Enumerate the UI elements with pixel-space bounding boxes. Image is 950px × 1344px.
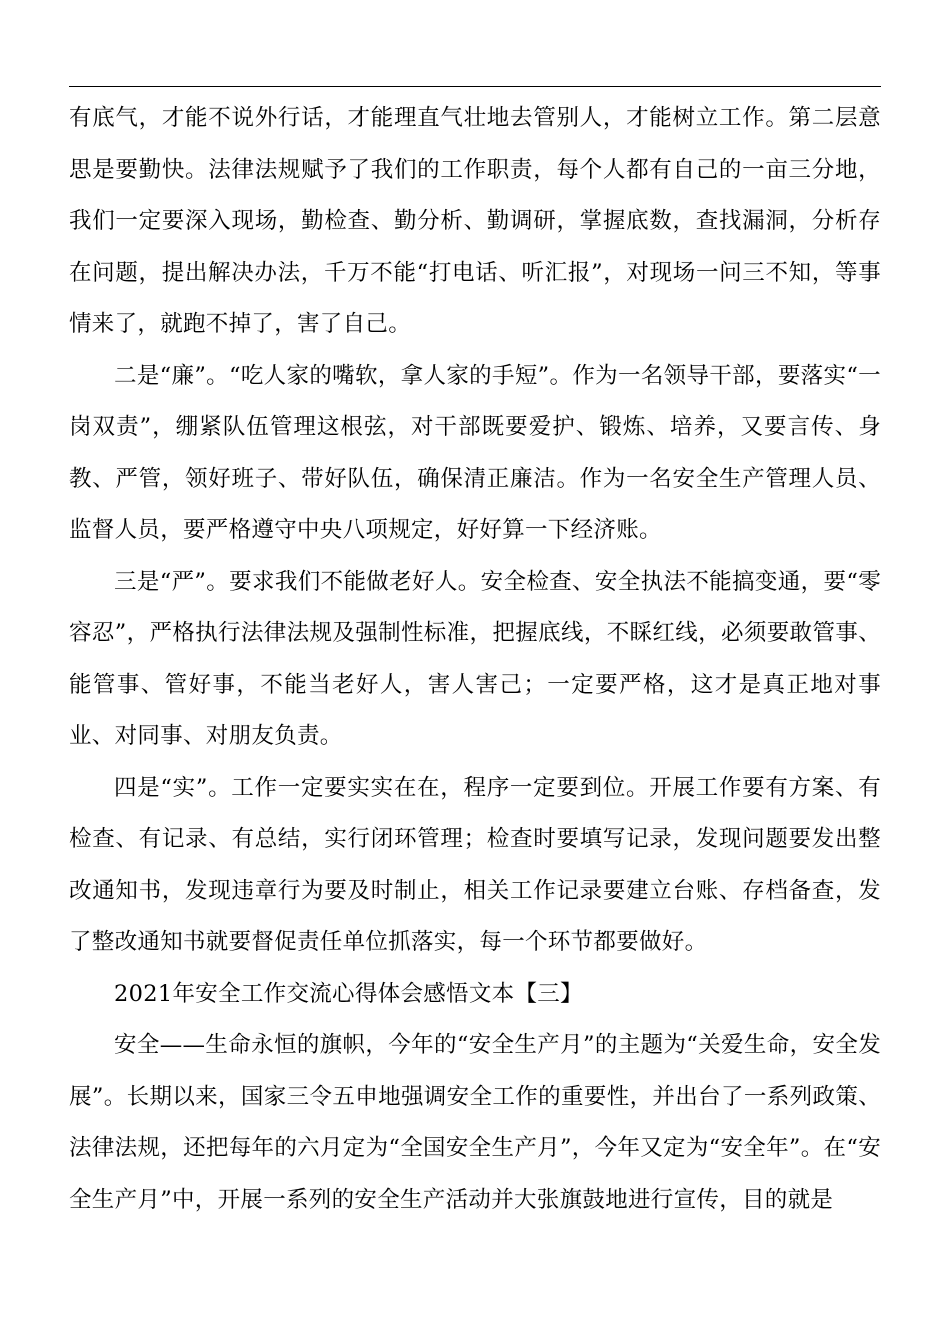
document-page: [69, 86, 881, 1226]
paragraph-3: 三是“严”。要求我们不能做老好人。安全检查、安全执法不能搞变通，要“零容忍”，严格执行法律法规及强制性标准，把握底线，不睬红线，必须要敢管事、能管事、管好事，不能当老好人，害人害己；一定要严格，这才是真正地对事业、对同事、对朋友负责。: [69, 568, 881, 749]
paragraph-2: 二是“廉”。“吃人家的嘴软，拿人家的手短”。作为一名领导干部，要落实“一岗双责”，绷紧队伍管理这根弦，对干部既要爱护、锻炼、培养，又要言传、身教、严管，领好班子、带好队伍，确保清正廉洁。作为一名安全生产管理人员、监督人员，要严格遵守中央八项规定，好好算一下经济账。: [69, 362, 881, 543]
header-rule: [69, 86, 881, 87]
paragraph-5: 安全——生命永恒的旗帜，今年的“安全生产月”的主题为“关爱生命，安全发展”。长期以来，国家三令五申地强调安全工作的重要性，并出台了一系列政策、法律法规，还把每年的六月定为“全国安全生产月”，今年又定为“安全年”。在“安全生产月”中，开展一系列的安全生产活动并大张旗鼓地进行宣传，目的就是: [69, 1032, 881, 1213]
paragraph-4: 四是“实”。工作一定要实实在在，程序一定要到位。开展工作要有方案、有检查、有记录、有总结，实行闭环管理；检查时要填写记录，发现问题要发出整改通知书，发现违章行为要及时制止，相关工作记录要建立台账、存档备查，发了整改通知书就要督促责任单位抓落实，每一个环节都要做好。: [69, 774, 881, 955]
section-heading: 2021年安全工作交流心得体会感悟文本【三】: [114, 980, 583, 1007]
paragraph-1: 有底气，才能不说外行话，才能理直气壮地去管别人，才能树立工作。第二层意思是要勤快。法律法规赋予了我们的工作职责，每个人都有自己的一亩三分地，我们一定要深入现场，勤检查、勤分析、勤调研，掌握底数，查找漏洞，分析存在问题，提出解决办法，千万不能“打电话、听汇报”，对现场一问三不知，等事情来了，就跑不掉了，害了自己。: [69, 105, 881, 337]
